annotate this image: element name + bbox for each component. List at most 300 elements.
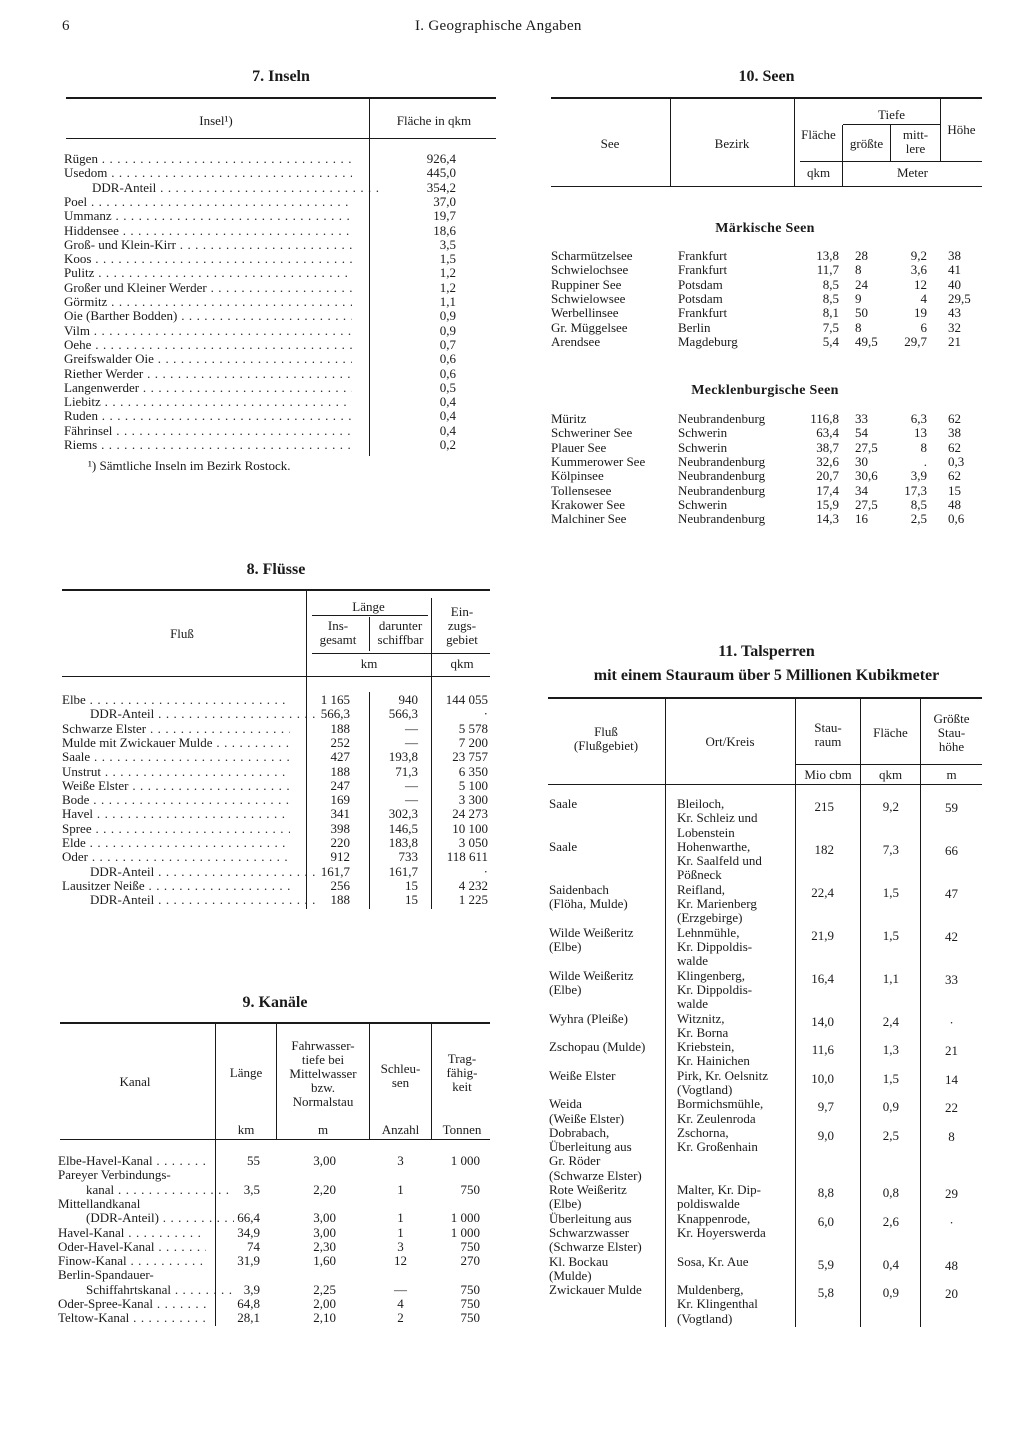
talsperre-fluss: Wyhra (Pleiße) [549,1010,628,1026]
talsperren-subtitle: mit einem Stauraum über 5 Millionen Kubikmeter [593,667,940,684]
kanal-tiefe: 2,30 [313,1238,336,1254]
fluss-laenge-gesamt: 1 165 [320,692,350,707]
see-bezirk: Schwerin [678,497,728,512]
see-hoehe: 0,3 [948,454,965,469]
fluss-laenge-schiffbar: 15 [405,892,418,908]
talsperren-top-rule [548,697,982,699]
table-row [58,1297,492,1311]
see-hoehe: 43 [948,306,961,321]
talsperre-stauhoehe: 22 [945,1100,958,1116]
see-bezirk: Frankfurt [678,249,728,263]
fluss-einzugsgebiet: 23 757 [452,749,488,765]
fluss-einzugsgebiet: 118 611 [446,849,488,865]
fluesse-unit-qkm: qkm [450,656,474,671]
see-tiefe-mittlere: 2,5 [910,511,927,527]
table-row [64,166,496,180]
kanal-name: Elbe-Havel-Kanal . . . [58,1154,206,1168]
table-row [64,209,496,223]
table-row [64,238,496,252]
see-name: Schwielowsee [551,291,626,306]
kanaele-unit-anzahl: Anzahl [381,1122,420,1137]
seen-col-tiefe: Tiefe [878,107,905,122]
fluss-einzugsgebiet: 4 232 [458,877,488,893]
talsperren-unit-qkm: qkm [878,767,903,782]
talsperre-flaeche: 1,5 [882,927,899,943]
see-name: Schweriner See [551,426,633,441]
fluss-laenge-gesamt: 169 [330,792,350,808]
see-flaeche: 11,7 [816,262,839,278]
seen-unit-meter: Meter [896,165,929,180]
talsperre-stauraum: 6,0 [817,1213,834,1229]
kanal-tragfaehigkeit: 750 [460,1238,480,1254]
insel-flaeche: 37,0 [433,193,456,209]
talsperre-ort: Klingenberg, Kr. Dippoldis- walde [677,967,753,1012]
see-bezirk: Neubrandenburg [678,412,766,426]
talsperre-stauhoehe: 8 [948,1128,955,1144]
table-row [58,1154,492,1168]
insel-flaeche: 0,9 [439,308,456,324]
talsperre-stauraum: 16,4 [811,970,834,986]
seen-col-bezirk: Bezirk [714,136,750,151]
insel-flaeche: 0,7 [439,336,456,352]
fluss-einzugsgebiet: 7 200 [458,734,488,750]
see-bezirk: Frankfurt [678,263,728,278]
insel-name: Riether Werder . . . [64,367,352,381]
insel-flaeche: 445,0 [426,165,456,181]
talsperre-stauraum: 215 [814,799,834,814]
see-tiefe-groesste: 30,6 [855,469,878,484]
see-hoehe: 29,5 [948,291,971,306]
talsperre-stauraum: 11,6 [811,1042,834,1058]
see-bezirk: Neubrandenburg [678,483,766,498]
kanal-tragfaehigkeit: 1 000 [450,1224,480,1240]
table-row [64,195,496,209]
insel-name: Koos . . . [64,252,352,266]
fluss-laenge-schiffbar: 733 [398,849,418,865]
kanaele-unit-tonnen: Tonnen [442,1122,482,1137]
see-bezirk: Magdeburg [678,334,738,349]
see-name: Schwielochsee [551,263,629,278]
see-name: Scharmützelsee [551,249,633,263]
talsperren-title: 11. Talsperren [718,643,815,660]
table-row [62,779,492,793]
table-row [551,498,982,512]
insel-name: Ummanz . . . [64,209,352,223]
table-row [551,321,982,335]
see-name: Müritz [551,412,587,426]
insel-flaeche: 18,6 [433,222,456,238]
talsperren-col-ort: Ort/Kreis [705,734,755,749]
kanal-tiefe: 3,00 [313,1224,336,1240]
table-row [62,693,492,707]
kanal-name: Schiffahrtskanal . . . [58,1283,234,1297]
table-row [64,367,496,381]
seen-unit-rule [800,161,982,162]
fluss-einzugsgebiet: · [483,706,488,722]
insel-flaeche: 0,5 [439,379,456,395]
table-row [58,1197,492,1211]
fluss-laenge-schiffbar: 146,5 [388,820,418,836]
table-row [62,836,492,850]
insel-flaeche: 0,2 [439,437,456,452]
table-row [64,324,496,338]
table-row [58,1211,492,1225]
inseln-top-rule [66,97,496,99]
seen-title: 10. Seen [738,68,795,85]
talsperre-flaeche: 7,3 [882,841,899,857]
fluss-laenge-gesamt: 247 [330,777,350,793]
fluss-name: Bode . . . [62,793,290,807]
talsperre-stauraum: 182 [814,841,834,857]
talsperre-fluss: Saidenbach (Flöha, Mulde) [549,881,628,912]
seen-col-groesste: größte [849,136,884,151]
fluss-laenge-gesamt: 566,3 [320,706,350,722]
see-name: Werbellinsee [551,306,619,321]
insel-flaeche: 0,4 [439,408,456,424]
insel-name: DDR-Anteil . . . [64,181,380,195]
see-flaeche: 63,4 [816,425,839,441]
talsperren-header-rule [548,784,982,785]
kanal-tiefe: 2,20 [313,1181,336,1197]
inseln-title: 7. Inseln [252,68,310,85]
see-hoehe: 48 [948,497,961,512]
kanal-laenge: 3,5 [243,1181,260,1197]
insel-name: Fährinsel . . . [64,424,352,438]
see-hoehe: 40 [948,277,961,292]
insel-flaeche: 3,5 [439,236,456,252]
table-row [551,455,982,469]
see-hoehe: 62 [948,412,961,426]
fluss-name: Schwarze Elster . . . [62,722,290,736]
fluss-laenge-schiffbar: 183,8 [388,835,418,850]
insel-name: Liebitz . . . [64,395,352,409]
see-tiefe-groesste: 9 [855,291,862,306]
table-row [64,395,496,409]
see-flaeche: 17,4 [816,482,839,498]
see-flaeche: 116,8 [810,411,839,426]
seen-col-mittlere: mitt- lere [902,127,929,156]
see-bezirk: Berlin [678,320,711,335]
kanal-name: (DDR-Anteil) . . . [58,1211,234,1225]
fluss-laenge-gesamt: 161,7 [320,863,350,879]
kanal-tragfaehigkeit: 750 [460,1310,480,1326]
talsperre-stauhoehe: · [949,1214,954,1230]
see-name: Kummerower See [551,454,646,469]
talsperren-unit-m: m [946,767,957,782]
kanaele-col-schleusen: Schleu- sen [380,1061,421,1090]
see-hoehe: 32 [948,320,961,335]
fluss-einzugsgebiet: 3 300 [458,792,488,808]
seen-unit-qkm: qkm [806,165,831,180]
fluss-laenge-schiffbar: 15 [405,877,418,893]
talsperre-stauhoehe: 21 [945,1043,958,1059]
fluesse-unit-km: km [360,656,378,671]
talsperren-col-stauraum: Stau- raum [814,720,842,749]
table-row [58,1311,492,1325]
see-name: Tollensesee [551,483,612,498]
talsperre-flaeche: 2,4 [882,1013,899,1029]
kanal-name: Finow-Kanal . . . [58,1254,206,1268]
insel-flaeche: 354,2 [426,179,456,195]
talsperre-stauhoehe: 59 [945,800,958,815]
kanal-laenge: 55 [247,1153,260,1168]
see-hoehe: 62 [948,440,961,455]
table-row [64,281,496,295]
table-row [62,722,492,736]
see-flaeche: 32,6 [816,453,839,469]
insel-name: Poel . . . [64,195,352,209]
fluss-name: Weiße Elster . . . [62,779,290,793]
fluesse-col-einzug: Ein- zugs- gebiet [446,604,478,647]
table-row [64,352,496,366]
talsperre-stauraum: 5,8 [817,1285,834,1301]
fluss-laenge-schiffbar: — [405,734,418,750]
kanal-laenge: 31,9 [237,1253,260,1269]
talsperren-div-1 [665,699,666,1327]
kanal-laenge: 66,4 [237,1210,260,1226]
talsperre-flaeche: 0,9 [882,1099,899,1115]
talsperre-fluss: Zwickauer Mulde [549,1282,642,1298]
kanal-tragfaehigkeit: 750 [460,1181,480,1197]
kanal-laenge: 28,1 [237,1310,260,1326]
fluss-name: DDR-Anteil . . . [62,893,318,907]
insel-flaeche: 0,4 [439,394,456,410]
insel-name: Pulitz . . . [64,266,352,280]
talsperre-flaeche: 1,5 [882,1070,899,1086]
fluss-einzugsgebiet: 6 350 [458,763,488,779]
talsperre-flaeche: 1,5 [882,884,899,900]
see-flaeche: 15,9 [816,496,839,512]
see-tiefe-mittlere: 6 [920,319,927,335]
talsperre-flaeche: 2,5 [882,1127,899,1143]
table-row [64,424,496,438]
see-tiefe-groesste: 54 [855,426,868,441]
fluss-einzugsgebiet: 144 055 [445,692,488,707]
insel-name: Groß- und Klein-Kirr . . . [64,238,352,252]
table-row [62,879,492,893]
fluesse-laenge-rule [312,615,428,616]
see-tiefe-mittlere: 17,3 [904,482,927,498]
table-row [62,865,492,879]
talsperre-stauhoehe: 33 [945,971,958,987]
fluss-laenge-gesamt: 398 [330,820,350,836]
kanal-tragfaehigkeit: 1 000 [450,1210,480,1226]
talsperre-ort: Zschorna, Kr. Großenhain [677,1124,758,1155]
insel-flaeche: 19,7 [433,208,456,224]
fluesse-top-rule [62,589,490,591]
see-flaeche: 8,1 [822,305,839,321]
table-row [64,266,496,280]
see-tiefe-mittlere: 8,5 [910,496,927,512]
talsperre-stauhoehe: 14 [945,1071,958,1087]
insel-name: Hiddensee . . . [64,224,352,238]
fluss-name: Saale . . . [62,750,290,764]
insel-name: Rügen . . . [64,152,352,166]
fluss-laenge-gesamt: 188 [330,720,350,736]
fluss-name: Elde . . . [62,836,290,850]
fluesse-col-fluss: Fluß [170,626,194,641]
fluss-einzugsgebiet: 1 225 [458,892,488,908]
kanal-name: kanal . . . [58,1183,234,1197]
insel-flaeche: 0,9 [439,322,456,338]
see-tiefe-groesste: 34 [855,483,868,498]
inseln-footnote: ¹) Sämtliche Inseln im Bezirk Rostock. [88,458,291,473]
see-hoehe: 38 [948,249,961,263]
kanal-name: Pareyer Verbindungs- [58,1168,171,1183]
see-bezirk: Potsdam [678,291,723,306]
kanal-name: Teltow-Kanal . . . [58,1311,206,1325]
talsperren-col-fluss: Fluß (Flußgebiet) [573,724,639,753]
kanaele-col-trag: Trag- fähig- keit [446,1051,478,1094]
kanal-laenge: 74 [247,1238,260,1254]
fluss-name: Elbe . . . [62,693,290,707]
inseln-header-rule [66,138,496,139]
table-row [64,295,496,309]
insel-name: Görmitz . . . [64,295,352,309]
fluss-laenge-gesamt: 256 [330,877,350,893]
table-row [551,278,982,292]
fluesse-col-schiffbar: darunter schiffbar [377,618,424,647]
see-hoehe: 0,6 [948,512,965,527]
talsperre-stauraum: 22,4 [811,884,834,900]
kanal-name: Mittellandkanal [58,1196,141,1211]
insel-flaeche: 0,6 [439,365,456,381]
table-row [64,224,496,238]
talsperre-stauraum: 8,8 [817,1185,834,1201]
table-row [58,1268,492,1282]
table-row [62,707,492,721]
fluss-name: DDR-Anteil . . . [62,707,318,721]
talsperre-flaeche: 2,6 [882,1213,899,1229]
kanal-tiefe: 2,00 [313,1296,336,1311]
fluesse-col-laenge: Länge [352,599,385,614]
insel-flaeche: 1,2 [439,265,456,281]
see-tiefe-groesste: 8 [855,263,862,278]
talsperre-flaeche: 0,4 [882,1256,899,1272]
talsperre-fluss: Weiße Elster [549,1067,616,1083]
table-row [58,1283,492,1297]
fluesse-header-rule [62,676,490,677]
talsperre-stauhoehe: 20 [945,1286,958,1302]
insel-name: Usedom . . . [64,166,352,180]
see-flaeche: 8,5 [822,276,839,292]
talsperre-flaeche: 0,8 [882,1185,899,1201]
insel-name: Vilm . . . [64,324,352,338]
fluss-name: DDR-Anteil . . . [62,865,318,879]
table-row [551,412,982,426]
see-bezirk: Schwerin [678,440,728,455]
page-number: 6 [62,18,70,34]
talsperre-fluss: Weida (Weiße Elster) [549,1096,625,1126]
kanal-schleusen: 3 [397,1238,404,1254]
kanal-schleusen: 1 [397,1181,404,1197]
see-bezirk: Neubrandenburg [678,454,766,469]
table-row [58,1168,492,1182]
see-bezirk: Frankfurt [678,306,728,321]
talsperre-fluss: Überleitung aus Schwarzwasser (Schwarze Elster) [549,1210,642,1255]
see-tiefe-groesste: 49,5 [855,334,878,349]
see-name: Malchiner See [551,512,627,527]
talsperre-ort: Bleiloch, Kr. Schleiz und Lobenstein [677,796,758,840]
table-row [64,252,496,266]
fluss-einzugsgebiet: 3 050 [458,835,488,850]
talsperre-fluss: Saale [549,796,578,811]
seen-group-heading: Mecklenburgische Seen [691,383,839,398]
see-hoehe: 38 [948,426,961,441]
see-hoehe: 62 [948,469,961,484]
seen-group-heading: Märkische Seen [715,221,815,236]
kanal-tragfaehigkeit: 750 [460,1281,480,1297]
see-tiefe-groesste: 33 [855,412,868,426]
talsperre-flaeche: 9,2 [882,799,899,814]
see-tiefe-mittlere: 4 [920,290,927,306]
talsperren-unit-rule [796,764,982,765]
talsperre-ort: Knappenrode, Kr. Hoyerswerda [677,1210,766,1240]
kanal-laenge: 34,9 [237,1224,260,1240]
see-tiefe-mittlere: 29,7 [904,333,927,349]
fluss-laenge-gesamt: 188 [330,892,350,908]
insel-name: Langenwerder . . . [64,381,352,395]
table-row [551,292,982,306]
fluesse-col-insgesamt: Ins- gesamt [319,618,357,647]
kanal-name: Berlin-Spandauer- [58,1268,154,1283]
talsperre-fluss: Rote Weißeritz (Elbe) [549,1182,627,1212]
see-flaeche: 7,5 [822,319,839,335]
see-tiefe-mittlere: . [923,453,927,469]
kanaele-col-kanal: Kanal [119,1074,151,1089]
see-hoehe: 15 [948,483,961,498]
see-name: Gr. Müggelsee [551,320,628,335]
insel-flaeche: 926,4 [426,151,456,166]
insel-flaeche: 0,4 [439,422,456,438]
table-row [62,793,492,807]
talsperre-fluss: Saale [549,838,578,854]
table-row [58,1226,492,1240]
talsperre-ort: Muldenberg, Kr. Klingenthal (Vogtland) [677,1282,758,1326]
table-row [64,181,496,195]
kanaele-title: 9. Kanäle [242,994,308,1011]
fluss-laenge-gesamt: 912 [330,849,350,865]
fluss-laenge-gesamt: 188 [330,763,350,779]
table-row [64,381,496,395]
insel-name: Riems . . . [64,438,352,452]
fluss-name: Unstrut . . . [62,765,290,779]
table-row [551,306,982,320]
talsperren-div-4 [920,699,921,1327]
see-tiefe-mittlere: 13 [914,425,927,441]
kanal-tiefe: 2,10 [313,1310,336,1326]
see-name: Krakower See [551,497,625,512]
table-row [551,441,982,455]
seen-header-rule [551,186,982,187]
kanal-schleusen: 12 [394,1253,407,1269]
fluss-einzugsgebiet: 24 273 [452,806,488,822]
kanal-tragfaehigkeit: 1 000 [450,1153,480,1168]
kanal-tragfaehigkeit: 750 [460,1296,480,1311]
see-flaeche: 20,7 [816,468,839,484]
talsperre-fluss: Dobrabach, Überleitung aus Gr. Röder (Schwarze Elster) [549,1124,642,1183]
fluss-laenge-schiffbar: 566,3 [388,706,418,722]
talsperre-stauraum: 9,0 [817,1127,834,1143]
talsperre-stauraum: 5,9 [817,1256,834,1272]
fluss-name: Oder . . . [62,850,290,864]
talsperre-ort: Malter, Kr. Dip- poldiswalde [677,1182,761,1212]
talsperre-stauhoehe: 42 [945,928,958,944]
talsperren-col-hoehe: Größte Stau- höhe [933,711,970,754]
fluss-laenge-schiffbar: — [405,720,418,736]
table-row [551,469,982,483]
kanaele-col-laenge: Länge [229,1065,263,1080]
